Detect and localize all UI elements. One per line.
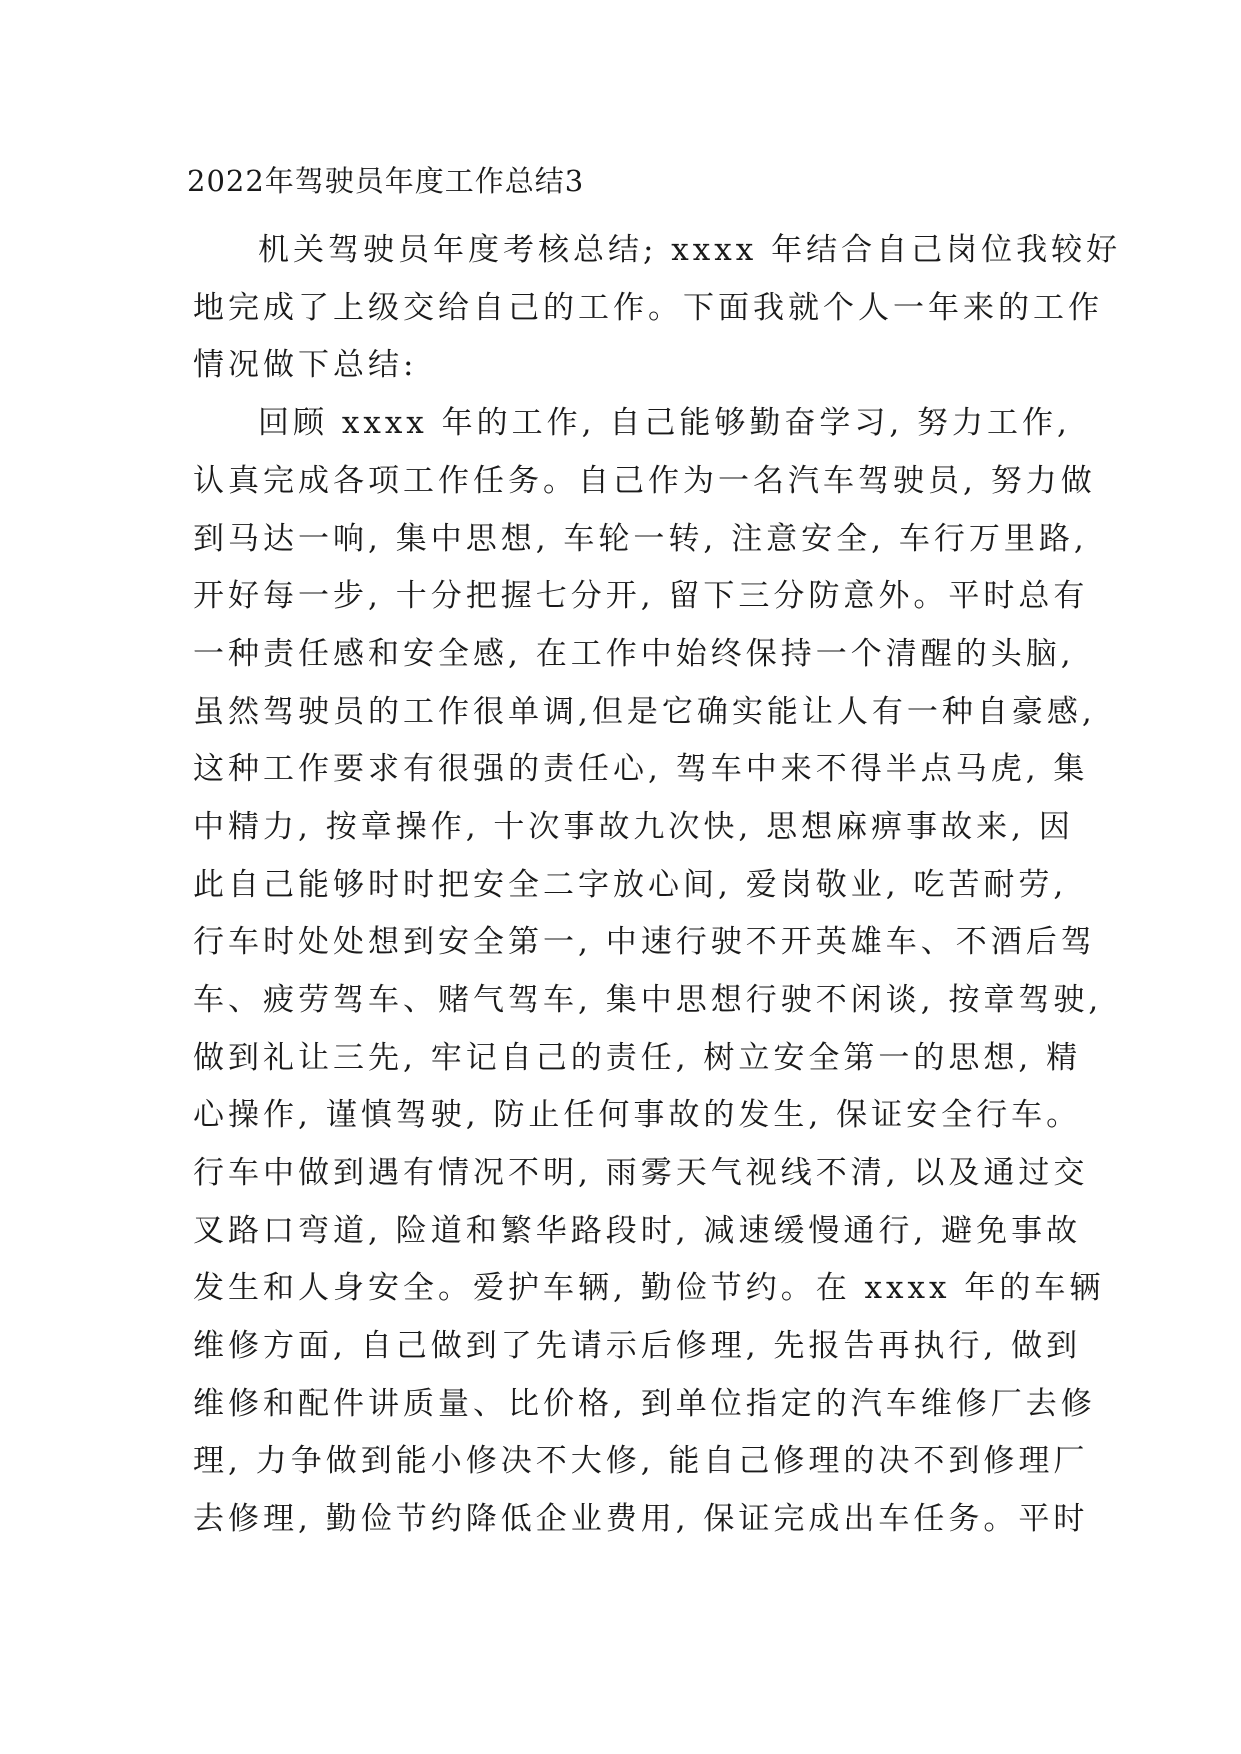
body-line: 心操作, 谨慎驾驶, 防止任何事故的发生, 保证安全行车。 (193, 1097, 1082, 1133)
body-line: 此自己能够时时把安全二字放心间, 爱岗敬业, 吃苦耐劳, (193, 867, 1068, 903)
body-line: 情况做下总结: (193, 347, 418, 383)
body-line: 行车时处处想到安全第一, 中速行驶不开英雄车、不酒后驾 (193, 924, 1096, 960)
body-line: 认真完成各项工作任务。自己作为一名汽车驾驶员, 努力做 (193, 463, 1096, 499)
body-line: 虽然驾驶员的工作很单调,但是它确实能让人有一种自豪感, (193, 694, 1096, 730)
body-line: 这种工作要求有很强的责任心, 驾车中来不得半点马虎, 集 (193, 751, 1089, 787)
body-line: 维修和配件讲质量、比价格, 到单位指定的汽车维修厂去修 (193, 1386, 1096, 1422)
body-line: 一种责任感和安全感, 在工作中始终保持一个清醒的头脑, (193, 636, 1075, 672)
body-line: 车、疲劳驾车、赌气驾车, 集中思想行驶不闲谈, 按章驾驶, (193, 982, 1103, 1018)
body-line: 做到礼让三先, 牢记自己的责任, 树立安全第一的思想, 精 (193, 1040, 1082, 1076)
body-line: 中精力, 按章操作, 十次事故九次快, 思想麻痹事故来, 因 (193, 809, 1074, 845)
body-line: 叉路口弯道, 险道和繁华路段时, 减速缓慢通行, 避免事故 (193, 1213, 1082, 1249)
body-line: 到马达一响, 集中思想, 车轮一转, 注意安全, 车行万里路, (193, 521, 1088, 557)
body-line: 维修方面, 自己做到了先请示后修理, 先报告再执行, 做到 (193, 1328, 1082, 1364)
document-title: 2022年驾驶员年度工作总结3 (187, 164, 585, 198)
body-line: 地完成了上级交给自己的工作。下面我就个人一年来的工作 (193, 290, 1103, 326)
body-line: 机关驾驶员年度考核总结; xxxx 年结合自己岗位我较好 (258, 232, 1122, 268)
body-line: 回顾 xxxx 年的工作, 自己能够勤奋学习, 努力工作, (258, 405, 1071, 441)
body-line: 去修理, 勤俭节约降低企业费用, 保证完成出车任务。平时 (193, 1501, 1089, 1537)
body-line: 发生和人身安全。爱护车辆, 勤俭节约。在 xxxx 年的车辆 (193, 1270, 1105, 1306)
body-line: 行车中做到遇有情况不明, 雨雾天气视线不清, 以及通过交 (193, 1155, 1089, 1191)
body-line: 开好每一步, 十分把握七分开, 留下三分防意外。平时总有 (193, 578, 1089, 614)
body-line: 理, 力争做到能小修决不大修, 能自己修理的决不到修理厂 (193, 1443, 1089, 1479)
